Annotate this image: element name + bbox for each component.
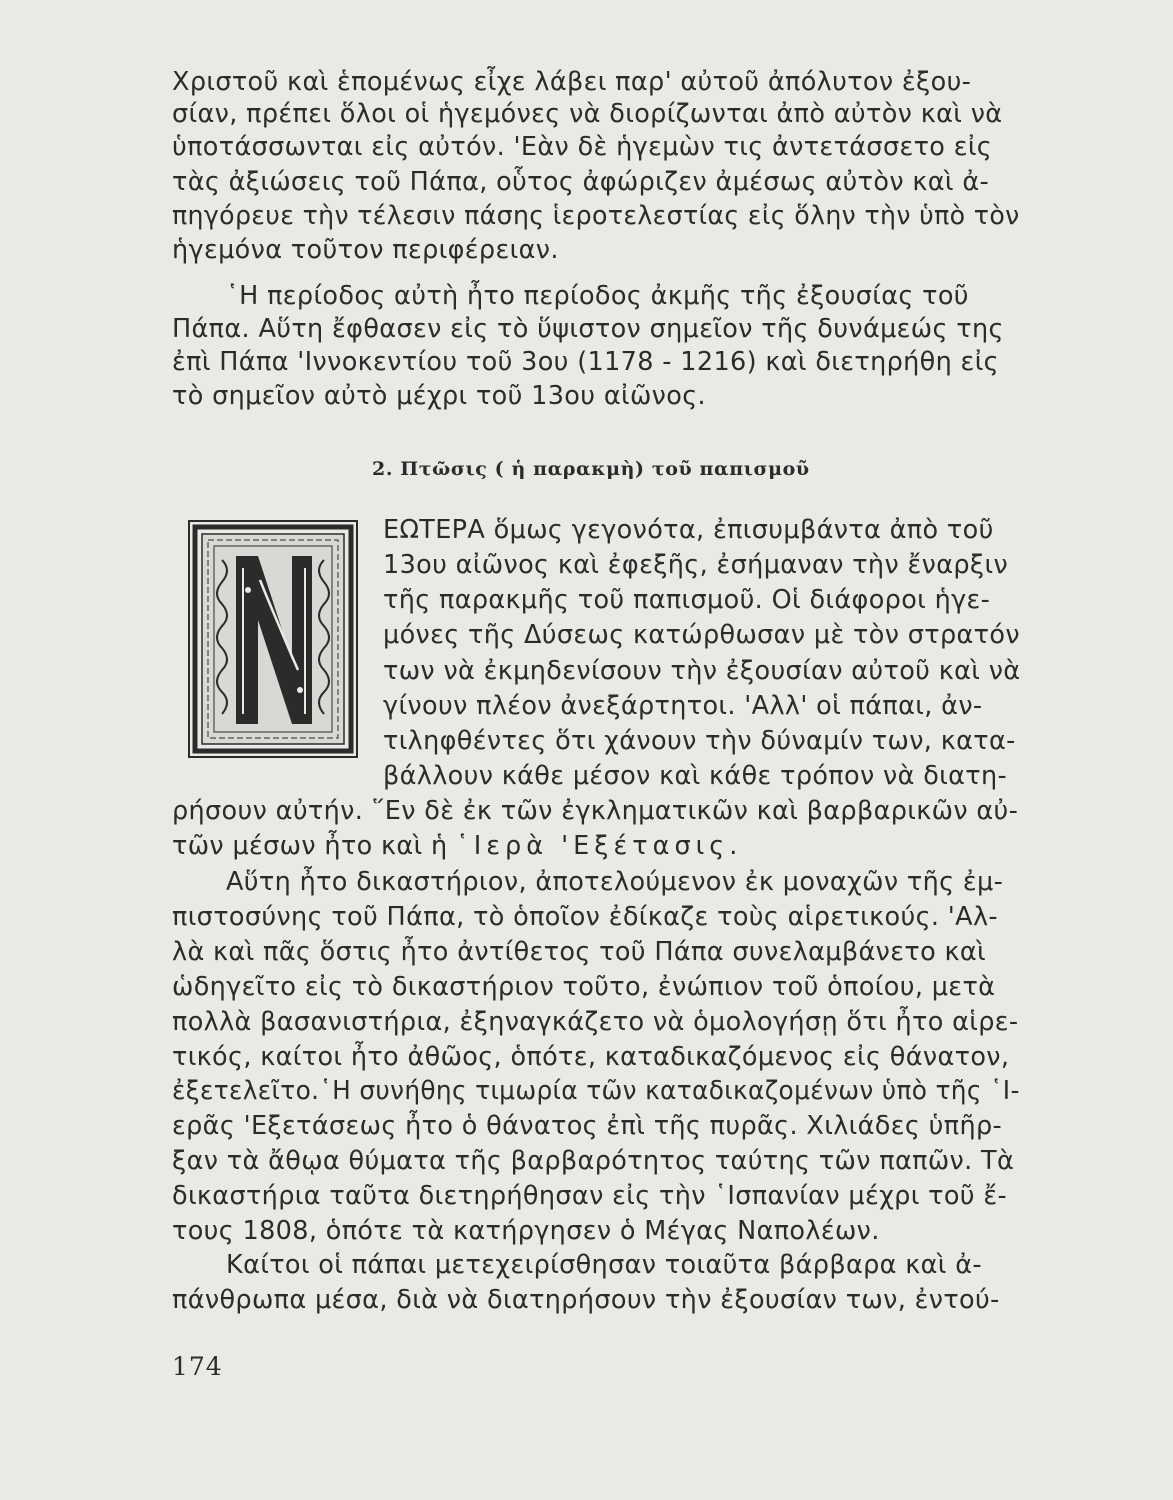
emphasized-term: ῾Ιερὰ 'Εξέτασις. bbox=[456, 831, 743, 861]
text-line: λὰ καὶ πᾶς ὅστις ἦτο ἀντίθετος τοῦ Πάπα συνελαμβάνετο καὶ bbox=[172, 937, 987, 967]
text-line: ἡγεμόνα τοῦτον περιφέρειαν. bbox=[172, 235, 559, 265]
dropcap-ornament-icon bbox=[188, 520, 358, 758]
text-line: μόνες τῆς Δύσεως κατώρθωσαν μὲ τὸν στρατόν bbox=[383, 620, 1020, 650]
text-line: των νὰ ἐκμηδενίσουν τὴν ἐξουσίαν αὐτοῦ καὶ νὰ bbox=[383, 656, 1021, 686]
text-line: ερᾶς 'Εξετάσεως ἦτο ὁ θάνατος ἐπὶ τῆς πυρᾶς. Χιλιάδες ὑπῆρ- bbox=[172, 1111, 1003, 1141]
text-line: Πάπα. Αὕτη ἔφθασεν εἰς τὸ ὕψιστον σημεῖον τῆς δυνάμεώς της bbox=[172, 314, 1004, 344]
text-line: πάνθρωπα μέσα, διὰ νὰ διατηρήσουν τὴν ἐξουσίαν των, ἐντού- bbox=[172, 1285, 1000, 1315]
text-line: ρήσουν αὐτήν. ῞Εν δὲ ἐκ τῶν ἐγκληματικῶν καὶ βαρβαρικῶν αὐ- bbox=[172, 796, 1019, 826]
text-line: τικός, καίτοι ἦτο ἀθῶος, ὁπότε, καταδικαζόμενος εἰς θάνατον, bbox=[172, 1042, 1010, 1072]
text-fragment: τῶν μέσων ἦτο καὶ ἡ bbox=[172, 831, 456, 861]
text-line: ῾Η περίοδος αὐτὴ ἦτο περίοδος ἀκμῆς τῆς ἐξουσίας τοῦ bbox=[226, 281, 969, 311]
text-line: πολλὰ βασανιστήρια, ἐξηναγκάζετο νὰ ὁμολογήσῃ ὅτι ἦτο αἱρε- bbox=[172, 1007, 1019, 1037]
text-line: ΕΩΤΕΡΑ ὅμως γεγονότα, ἐπισυμβάντα ἀπὸ τοῦ bbox=[383, 515, 994, 545]
page-number: 174 bbox=[172, 1352, 223, 1381]
text-line: ἐξετελεῖτο.῾Η συνήθης τιμωρία τῶν καταδικαζομένων ὑπὸ τῆς ῾Ι- bbox=[172, 1076, 1020, 1106]
text-line: Καίτοι οἱ πάπαι μετεχειρίσθησαν τοιαῦτα βάρβαρα καὶ ἀ- bbox=[226, 1250, 982, 1280]
section-heading: 2. Πτῶσις ( ἡ παρακμὴ) τοῦ παπισμοῦ bbox=[372, 458, 810, 480]
text-line: τὰς ἀξιώσεις τοῦ Πάπα, οὗτος ἀφώριζεν ἀμέσως αὐτὸν καὶ ἀ- bbox=[172, 167, 990, 197]
text-line: τῆς παρακμῆς τοῦ παπισμοῦ. Οἱ διάφοροι ἡγε- bbox=[383, 585, 991, 615]
text-line: 13ου αἰῶνος καὶ ἐφεξῆς, ἐσήμαναν τὴν ἔναρξιν bbox=[383, 550, 1009, 580]
text-line: δικαστήρια ταῦτα διετηρήθησαν εἰς τὴν ῾Ισπανίαν μέχρι τοῦ ἔ- bbox=[172, 1181, 1008, 1211]
text-line: πιστοσύνης τοῦ Πάπα, τὸ ὁποῖον ἐδίκαζε τοὺς αἱρετικούς. 'Αλ- bbox=[172, 902, 998, 932]
text-line: γίνουν πλέον ἀνεξάρτητοι. 'Αλλ' οἱ πάπαι, ἀν- bbox=[383, 691, 983, 721]
text-line: πηγόρευε τὴν τέλεσιν πάσης ἱεροτελεστίας εἰς ὅλην τὴν ὑπὸ τὸν bbox=[172, 201, 1020, 231]
text-line: σίαν, πρέπει ὅλοι οἱ ἡγεμόνες νὰ διορίζωνται ἀπὸ αὐτὸν καὶ νὰ bbox=[172, 99, 1003, 129]
text-line: τους 1808, ὁπότε τὰ κατήργησεν ὁ Μέγας Ναπολέων. bbox=[172, 1216, 880, 1246]
text-line: Χριστοῦ καὶ ἑπομένως εἶχε λάβει παρ' αὐτοῦ ἀπόλυτον ἐξου- bbox=[172, 67, 972, 97]
text-line: ὡδηγεῖτο εἰς τὸ δικαστήριον τοῦτο, ἐνώπιον τοῦ ὁποίου, μετὰ bbox=[172, 972, 996, 1002]
text-line: ὑποτάσσωνται εἰς αὐτόν. 'Εὰν δὲ ἡγεμὼν τις ἀντετάσσετο εἰς bbox=[172, 132, 993, 162]
text-line bbox=[172, 831, 743, 861]
text-line: ξαν τὰ ἄθῳα θύματα τῆς βαρβαρότητος ταύτης τῶν παπῶν. Τὰ bbox=[172, 1146, 1015, 1176]
text-line: τιληφθέντες ὅτι χάνουν τὴν δύναμίν των, κατα- bbox=[383, 726, 1016, 756]
text-line: τὸ σημεῖον αὐτὸ μέχρι τοῦ 13ου αἰῶνος. bbox=[172, 381, 706, 411]
text-line: βάλλουν κάθε μέσον καὶ κάθε τρόπον νὰ διατη- bbox=[383, 761, 1008, 791]
text-line: Αὕτη ἦτο δικαστήριον, ἀποτελούμενον ἐκ μοναχῶν τῆς ἐμ- bbox=[226, 867, 1004, 897]
text-line: ἐπὶ Πάπα 'Ιννοκεντίου τοῦ 3ου (1178 - 1216) καὶ διετηρήθη εἰς bbox=[172, 347, 999, 377]
